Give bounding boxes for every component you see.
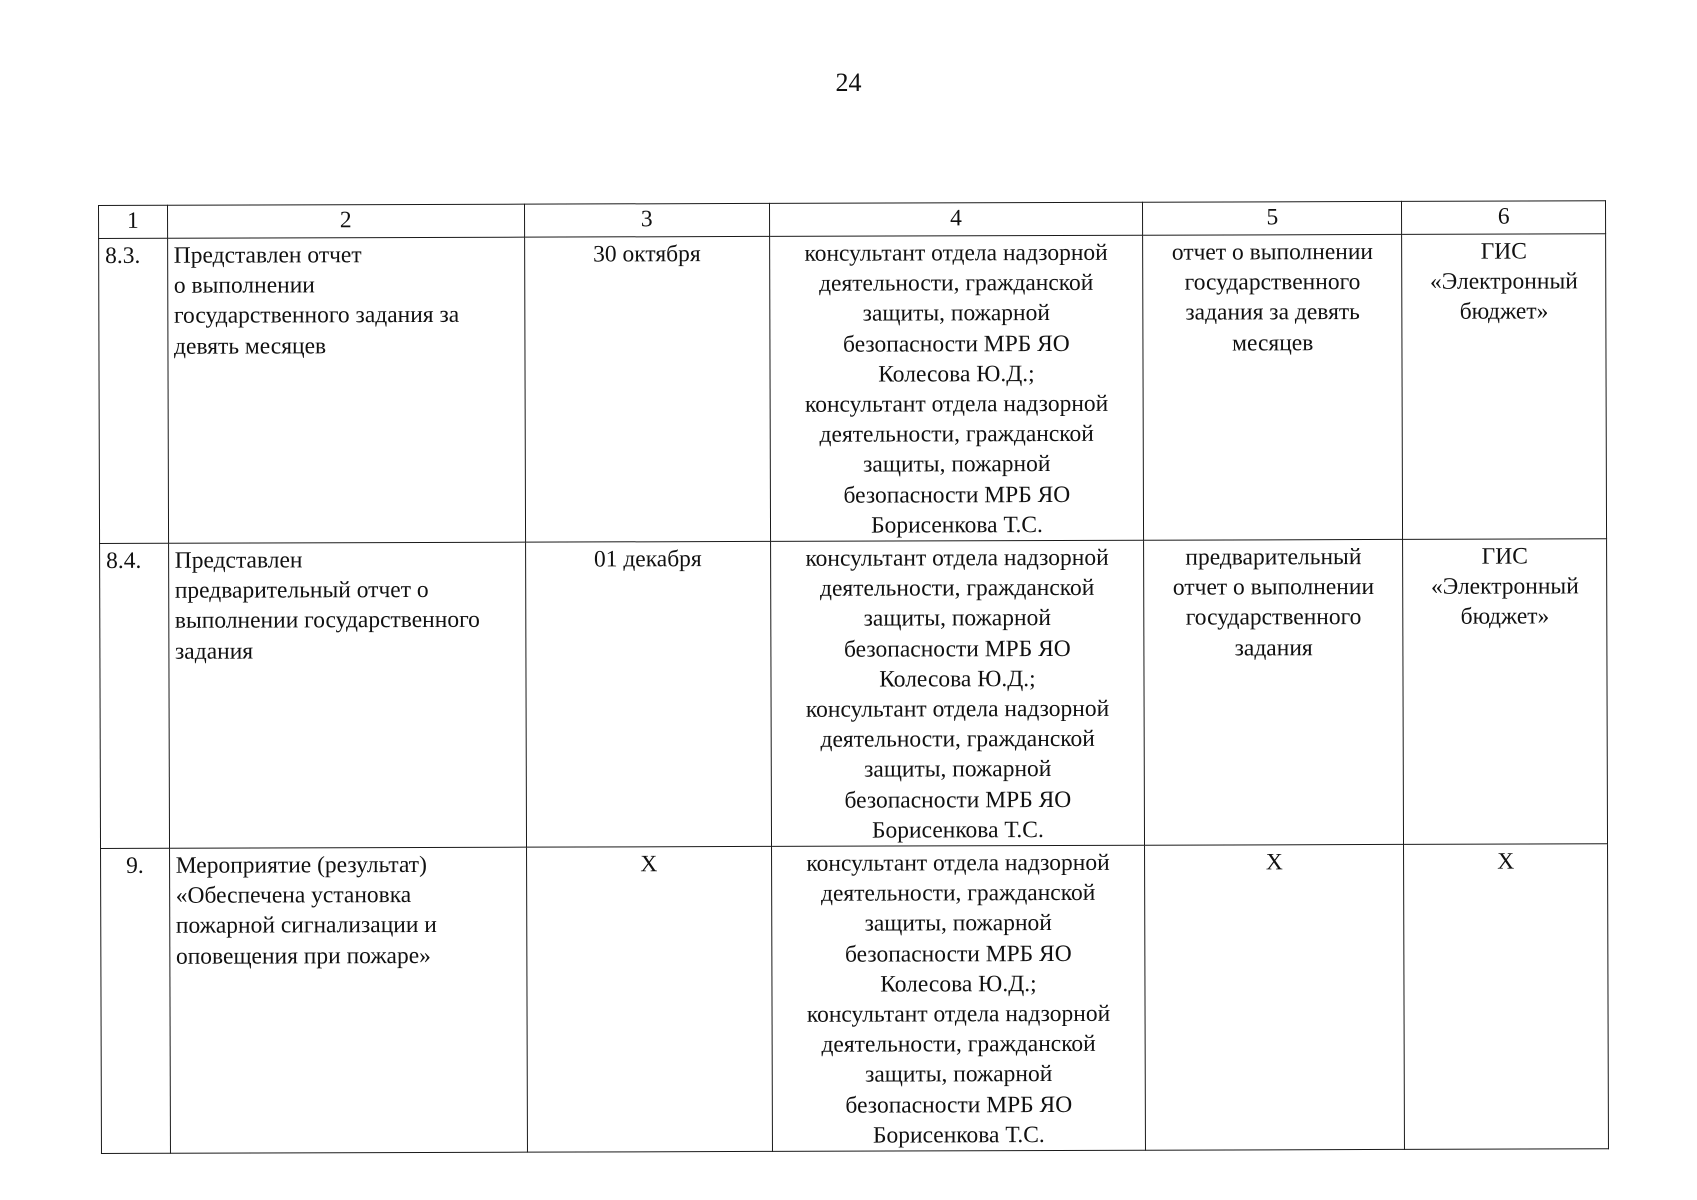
plan-table: [98, 200, 1609, 1154]
deadline: 30 октября: [524, 236, 770, 542]
activity-name: Представлен предварительный отчет о выполнении государственного задания: [168, 542, 526, 848]
deadline: X: [526, 846, 772, 1152]
result-document: X: [1145, 844, 1405, 1150]
responsible: консультант отдела надзорной деятельности, гражданской защиты, пожарной безопасности МРБ ЯО Колесова Ю.Д.; консультант отдела надзорной деятельности, гражданской защиты, пожарной безопасности МРБ ЯО Борисенкова Т.С.: [769, 235, 1143, 541]
column-number-2: 2: [167, 204, 524, 238]
row-number: 9.: [101, 848, 171, 1153]
table-row: [101, 844, 1609, 1154]
information-system: ГИС «Электронный бюджет»: [1403, 539, 1608, 845]
responsible: консультант отдела надзорной деятельности, гражданской защиты, пожарной безопасности МРБ ЯО Колесова Ю.Д.; консультант отдела надзорной деятельности, гражданской защиты, пожарной безопасности МРБ ЯО Борисенкова Т.С.: [770, 540, 1144, 846]
table-header-row: [99, 201, 1606, 239]
activity-name: Мероприятие (результат) «Обеспечена установка пожарной сигнализации и оповещения при пожаре»: [169, 847, 527, 1153]
column-number-3: 3: [524, 203, 769, 237]
activity-name: Представлен отчет о выполнении государственного задания за девять месяцев: [167, 237, 525, 543]
page-number: 24: [835, 68, 862, 97]
row-number: 8.4.: [100, 543, 170, 848]
result-document: отчет о выполнении государственного задания за девять месяцев: [1143, 234, 1403, 540]
result-document: предварительный отчет о выполнении государственного задания: [1144, 539, 1404, 845]
table-row: [99, 234, 1607, 544]
column-number-1: 1: [99, 205, 168, 238]
information-system: X: [1404, 844, 1609, 1150]
table-row: [100, 539, 1608, 849]
information-system: ГИС «Электронный бюджет»: [1402, 234, 1607, 540]
column-number-6: 6: [1402, 201, 1606, 235]
deadline: 01 декабря: [525, 541, 771, 847]
column-number-4: 4: [769, 202, 1143, 236]
row-number: 8.3.: [99, 238, 169, 543]
column-number-5: 5: [1143, 201, 1402, 235]
responsible: консультант отдела надзорной деятельности, гражданской защиты, пожарной безопасности МРБ ЯО Колесова Ю.Д.; консультант отдела надзорной деятельности, гражданской защиты, пожарной безопасности МРБ ЯО Борисенкова Т.С.: [771, 845, 1145, 1151]
